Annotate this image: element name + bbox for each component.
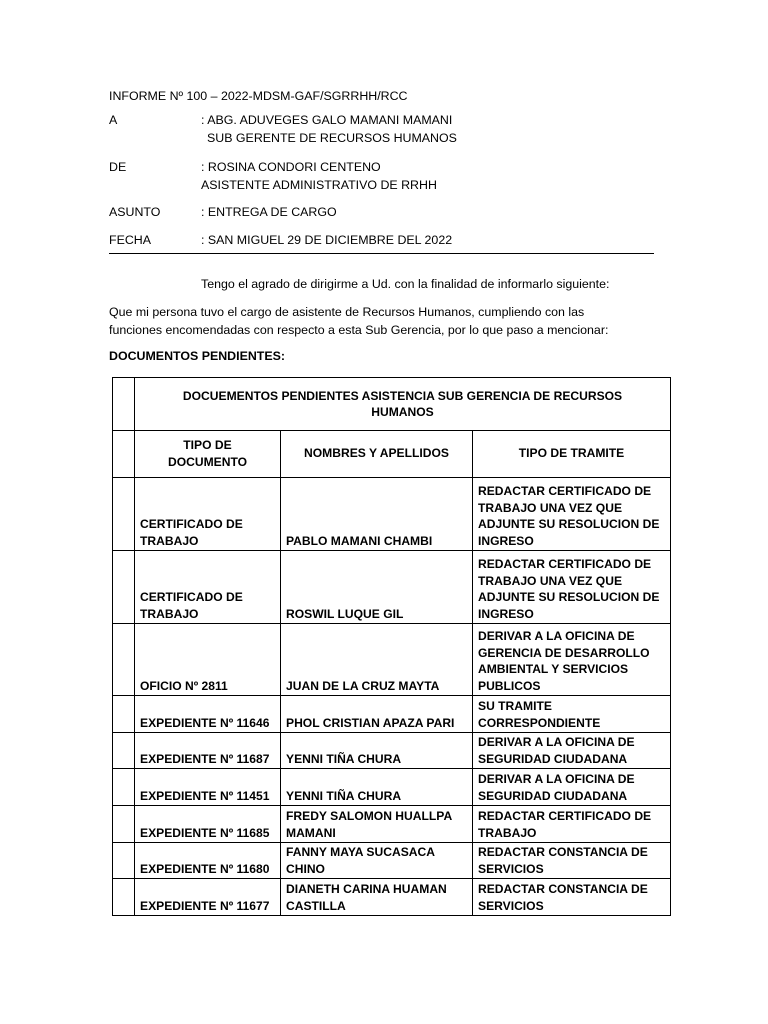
person-name-cell-line: ROSWIL LUQUE GIL [286,606,404,621]
person-name-cell [281,769,473,806]
procedure-cell-line: INGRESO [478,606,534,621]
table-title-line-1: DOCUEMENTOS PENDIENTES ASISTENCIA SUB GERENCIA DE RECURSOS [182,388,623,403]
table-row [113,879,671,916]
document-type-cell-line: EXPEDIENTE Nº 11451 [140,788,270,803]
header-procedure: TIPO DE TRAMITE [473,431,671,478]
document-type-cell [135,843,281,879]
procedure-cell-line: TRABAJO UNA VEZ QUE [478,500,623,515]
procedure-cell-line: DERIVAR A LA OFICINA DE [478,772,635,786]
document-type-cell-line: EXPEDIENTE Nº 11646 [140,715,270,730]
greeting: Tengo el agrado de dirigirme a Ud. con la finalidad de informarlo siguiente: [201,277,610,291]
date-value: : SAN MIGUEL 29 DE DICIEMBRE DEL 2022 [201,233,453,247]
procedure-cell-line: SERVICIOS [478,898,544,913]
table-row [113,733,671,769]
document-type-cell [135,551,281,624]
person-name-cell [281,806,473,843]
procedure-cell [473,478,671,551]
document-type-cell [135,624,281,696]
procedure-cell-line: SEGURIDAD CIUDADANA [478,751,628,766]
index-cell [113,879,135,916]
table-header-row [113,431,671,478]
to-label: A [109,113,118,127]
pending-documents-table [112,377,671,916]
person-name-cell-line: YENNI TIÑA CHURA [286,788,402,803]
table-row [113,478,671,551]
document-type-cell-line: EXPEDIENTE Nº 11685 [140,825,270,840]
procedure-cell-line: INGRESO [478,533,534,548]
date-label: FECHA [109,233,151,247]
table-row [113,624,671,696]
procedure-cell [473,879,671,916]
index-cell [113,806,135,843]
procedure-cell-line: REDACTAR CERTIFICADO DE [478,484,652,498]
section-heading: DOCUMENTOS PENDIENTES: [109,349,286,363]
person-name-cell [281,478,473,551]
person-name-cell-line: PHOL CRISTIAN APAZA PARI [286,715,455,730]
from-name: : ROSINA CONDORI CENTENO [201,160,381,174]
procedure-cell-line: DERIVAR A LA OFICINA DE [478,735,635,749]
index-cell [113,733,135,769]
index-cell [113,551,135,624]
separator-line [109,253,654,254]
header-type-line-2: DOCUMENTO [167,454,248,469]
paragraph-line-1: Que mi persona tuvo el cargo de asistente de Recursos Humanos, cumpliendo con las [109,305,585,319]
procedure-cell-line: TRABAJO [478,825,537,840]
document-type-cell-line: EXPEDIENTE Nº 11687 [140,751,270,766]
subject-label: ASUNTO [109,205,161,219]
procedure-cell-line: REDACTAR CONSTANCIA DE [478,882,648,896]
document-type-cell-line: TRABAJO [140,606,199,621]
procedure-cell-line: ADJUNTE SU RESOLUCION DE [478,590,660,604]
index-cell [113,696,135,733]
document-type-cell [135,769,281,806]
paragraph-line-2: funciones encomendadas con respecto a esta Sub Gerencia, por lo que paso a mencionar: [109,323,609,337]
person-name-cell [281,696,473,733]
person-name-cell [281,733,473,769]
table-title [135,378,671,431]
header-document-type [135,431,281,478]
document-type-cell [135,806,281,843]
document-type-cell [135,696,281,733]
procedure-cell [473,769,671,806]
person-name-cell [281,551,473,624]
index-cell [113,624,135,696]
subject-value: : ENTREGA DE CARGO [201,205,337,219]
document-type-cell-line: OFICIO Nº 2811 [140,678,228,693]
person-name-cell-line: MAMANI [286,825,336,840]
table-title-row [113,378,671,431]
person-name-cell [281,624,473,696]
procedure-cell [473,551,671,624]
person-name-cell [281,879,473,916]
index-cell [113,843,135,879]
table-row [113,843,671,879]
document-type-cell-line: TRABAJO [140,533,199,548]
procedure-cell-line: ADJUNTE SU RESOLUCION DE [478,517,660,531]
procedure-cell-line: REDACTAR CERTIFICADO DE [478,557,652,571]
procedure-cell-line: PUBLICOS [478,678,541,693]
table-row [113,696,671,733]
to-title: SUB GERENTE DE RECURSOS HUMANOS [207,131,457,145]
index-cell [113,431,135,478]
table-row [113,769,671,806]
procedure-cell [473,624,671,696]
person-name-cell-line: JUAN DE LA CRUZ MAYTA [286,678,440,693]
procedure-cell-line: SERVICIOS [478,861,544,876]
document-type-cell-line: EXPEDIENTE Nº 11677 [140,898,270,913]
document-type-cell-line: CERTIFICADO DE [140,590,243,604]
index-cell [113,769,135,806]
table-row [113,806,671,843]
person-name-cell-line: YENNI TIÑA CHURA [286,751,402,766]
report-number: INFORME Nº 100 – 2022-MDSM-GAF/SGRRHH/RCC [109,89,408,103]
procedure-cell-line: GERENCIA DE DESARROLLO [478,645,650,660]
procedure-cell [473,733,671,769]
procedure-cell-line: DERIVAR A LA OFICINA DE [478,629,635,643]
from-label: DE [109,160,127,174]
procedure-cell [473,806,671,843]
document-type-cell-line: EXPEDIENTE Nº 11680 [140,861,270,876]
person-name-cell [281,843,473,879]
procedure-cell-line: SU TRAMITE CORRESPONDIENTE [478,699,601,730]
procedure-cell-line: SEGURIDAD CIUDADANA [478,788,628,803]
person-name-cell-line: CASTILLA [286,898,346,913]
procedure-cell-line: AMBIENTAL Y SERVICIOS [478,662,629,676]
from-title: ASISTENTE ADMINISTRATIVO DE RRHH [201,178,437,192]
person-name-cell-line: PABLO MAMANI CHAMBI [286,533,433,548]
procedure-cell-line: REDACTAR CONSTANCIA DE [478,845,648,859]
header-type-line-1: TIPO DE [183,438,232,452]
procedure-cell [473,696,671,733]
document-type-cell [135,478,281,551]
person-name-cell-line: FREDY SALOMON HUALLPA [286,809,453,823]
index-cell [113,478,135,551]
procedure-cell [473,843,671,879]
index-cell [113,378,135,431]
document-type-cell-line: CERTIFICADO DE [140,517,243,531]
procedure-cell-line: TRABAJO UNA VEZ QUE [478,573,623,588]
document-type-cell [135,879,281,916]
person-name-cell-line: DIANETH CARINA HUAMAN [286,882,447,896]
procedure-cell-line: REDACTAR CERTIFICADO DE [478,809,652,823]
document-type-cell [135,733,281,769]
person-name-cell-line: FANNY MAYA SUCASACA [286,845,435,859]
header-names: NOMBRES Y APELLIDOS [281,431,473,478]
to-name: : ABG. ADUVEGES GALO MAMANI MAMANI [201,113,453,127]
table-title-line-2: HUMANOS [371,405,434,419]
table-row [113,551,671,624]
person-name-cell-line: CHINO [286,861,325,876]
